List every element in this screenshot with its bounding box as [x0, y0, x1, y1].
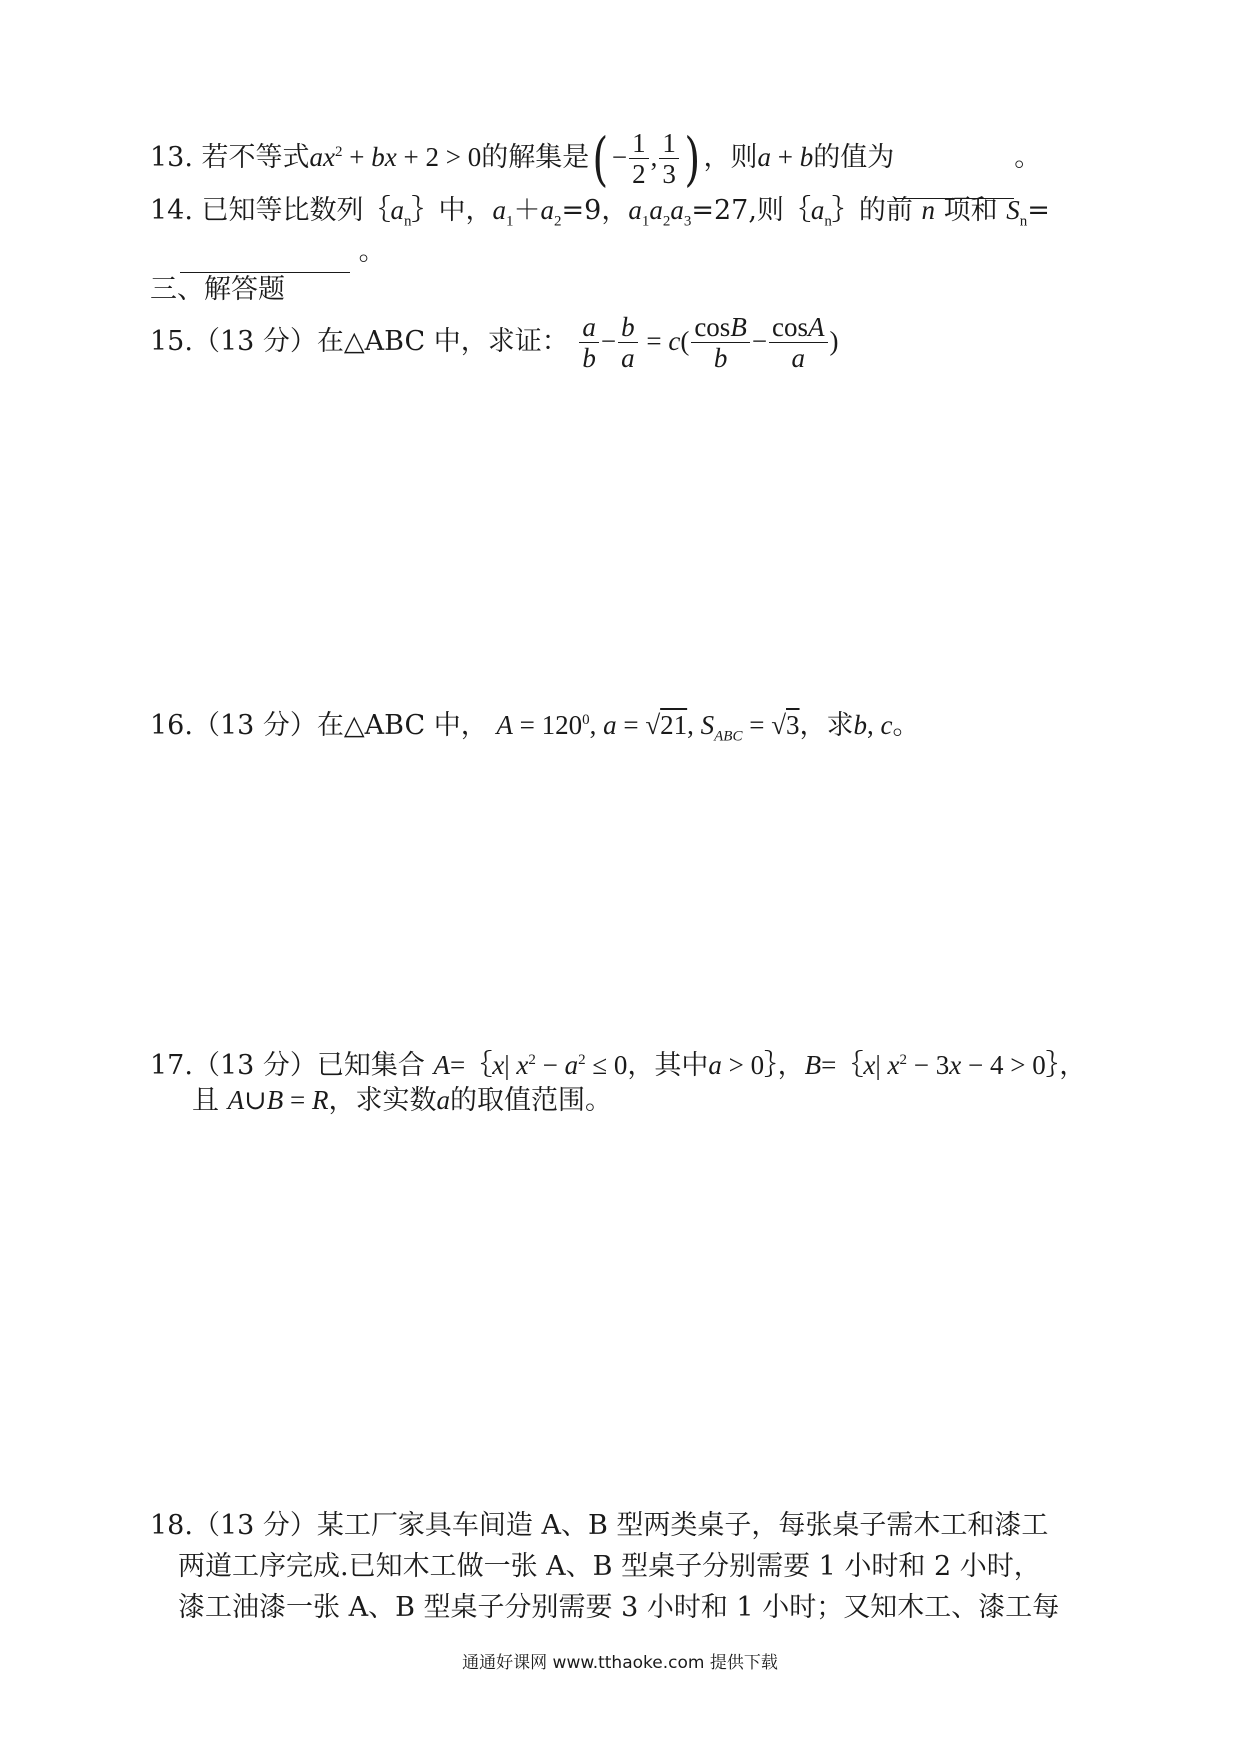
fraction-one-half: $\frac{1}{2}$	[629, 128, 649, 189]
question-16: 16.（13 分）在△ABC 中， $A = 120^0$, a = √21, $S_{ABC} = √3$，求b, c。	[150, 710, 920, 745]
question-17-line2: 且 A∪B = R，求实数a的取值范围。	[192, 1085, 612, 1116]
q14-number: 14.	[150, 195, 193, 226]
fraction-one-third: $\frac{1}{3}$	[659, 128, 679, 189]
section-title: 三、解答题	[150, 274, 285, 305]
page-footer: 通通好课网 www.tthaoke.com 提供下载	[462, 1653, 778, 1673]
question-18-line3: 漆工油漆一张 A、B 型桌子分别需要 3 小时和 1 小时；又知木工、漆工每	[178, 1592, 1060, 1623]
q13-inequality: ax	[309, 142, 336, 172]
q13-text-end: 的值为	[813, 142, 895, 173]
q13-text-before: 若不等式	[201, 142, 310, 173]
q13-text-after: ，则	[703, 142, 758, 173]
question-14-line2: 。	[180, 232, 386, 273]
q13-number: 13.	[150, 142, 193, 173]
q13-text-mid: 的解集是	[481, 142, 590, 173]
question-18-line2: 两道工序完成.已知木工做一张 A、B 型桌子分别需要 1 小时和 2 小时，	[178, 1551, 1041, 1582]
question-17: 17.（13 分）已知集合 A=｛x| $x^2 - a^2 \le 0$，其中a > 0｝，B=｛x| $x^2 - 3x - 4$ > 0｝，	[150, 1050, 1087, 1081]
question-13: 13. 若不等式$ax^2$ + bx + 2 > 0的解集是( − $\frac{1}{2}$ , $\frac{1}{3}$ ) ，则a + b的值为 。	[150, 112, 1041, 192]
answer-blank-13	[894, 118, 1014, 199]
question-18: 18.（13 分）某工厂家具车间造 A、B 型两类桌子，每张桌子需木工和漆工	[150, 1510, 1049, 1541]
question-15: 15.（13 分）在△ABC 中，求证： $\frac{a}{b}$ − $\frac{b}{a}$ = c( $\frac{\cos B}{b}$ − $\frac{\cos A}{a}$ )	[150, 312, 839, 373]
question-14: 14. 已知等比数列$\{a_n\}$中，$a_1+a_2=9$，$a_1a_2a_3=27$,则$\{a_n\}$的前 n 项和 $S_n=$	[150, 195, 1050, 230]
answer-blank-14	[180, 232, 350, 273]
